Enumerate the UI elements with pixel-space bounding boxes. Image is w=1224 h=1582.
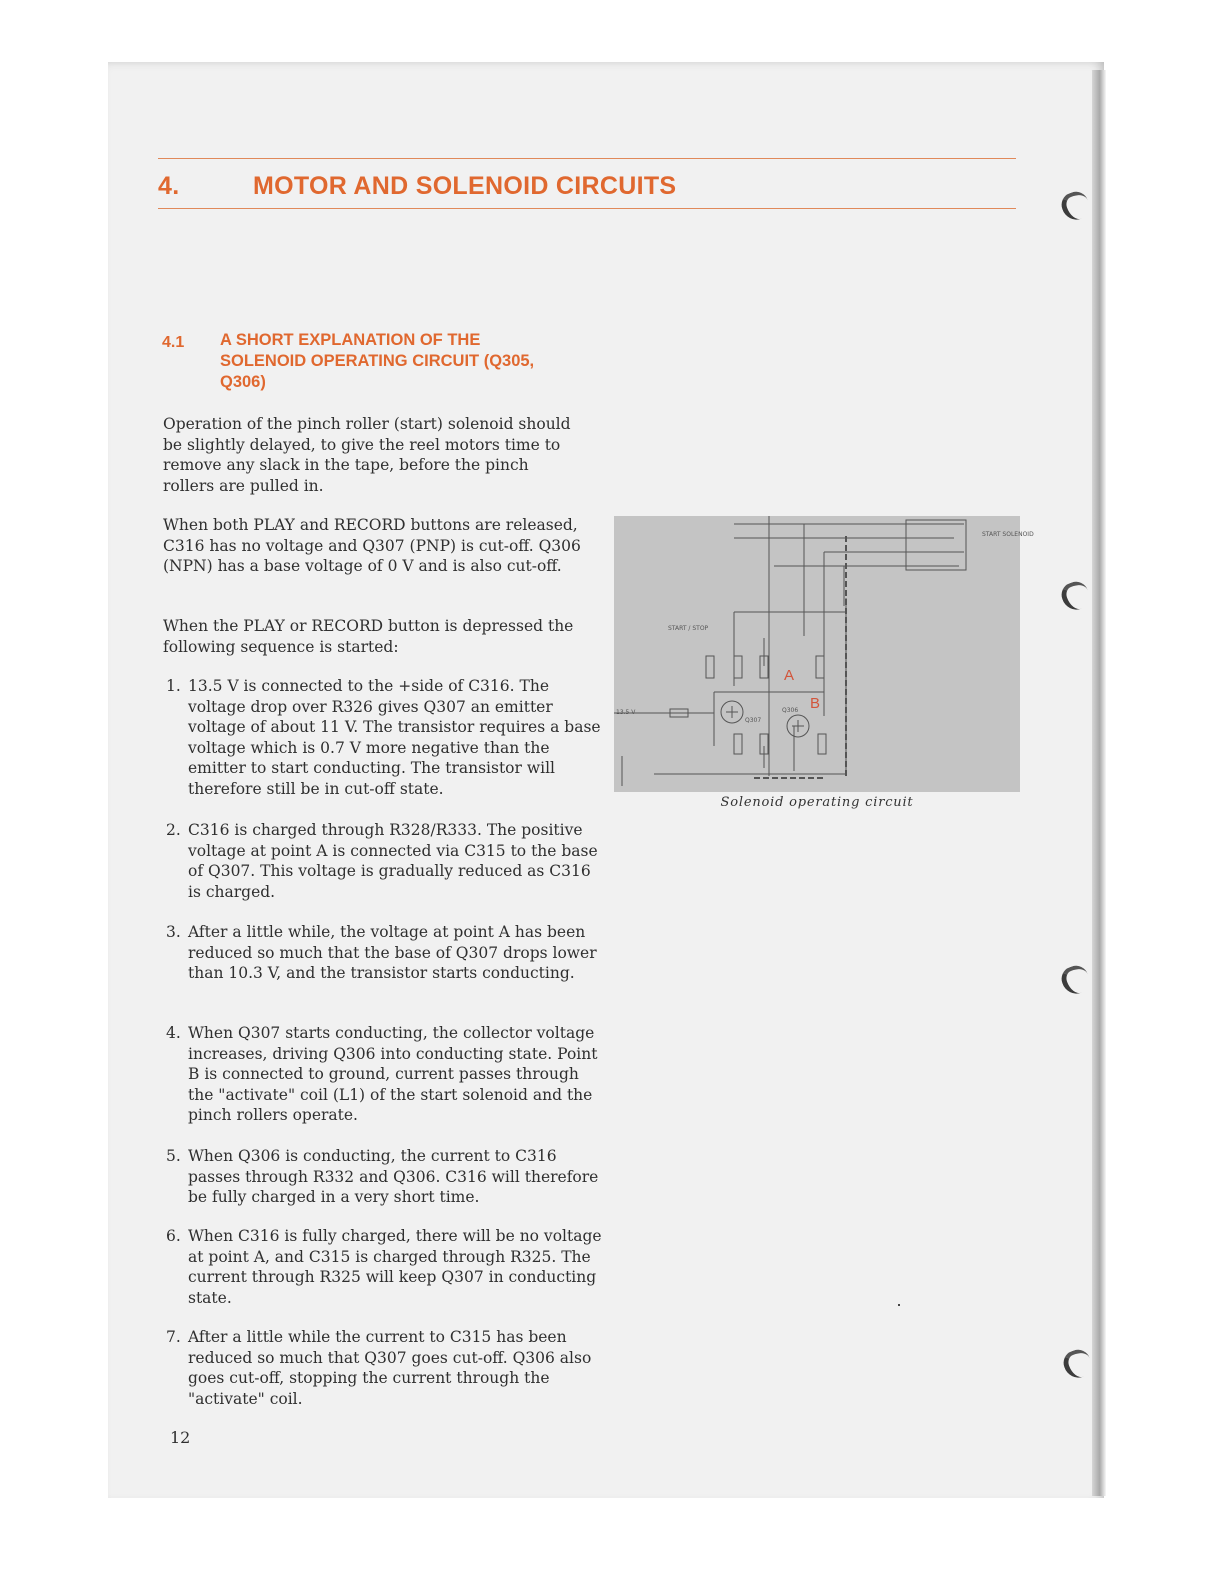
solenoid-circuit-figure <box>614 516 1034 792</box>
step-number: 7. <box>166 1328 181 1346</box>
header-rule-bottom <box>158 208 1016 209</box>
supply-label: 13.5 V <box>616 709 636 716</box>
figure-caption: Solenoid operating circuit <box>720 795 914 810</box>
step-text: C316 is charged through R328/R333. The positive voltage at point A is connected via C315 to the base of Q307. This voltage is gradually reduced as C316 is charged. <box>188 821 598 901</box>
step-item <box>166 820 608 902</box>
page-number: 12 <box>170 1428 191 1447</box>
step-number: 6. <box>166 1227 181 1245</box>
start-stop-label: START / STOP <box>668 625 709 632</box>
point-b-label: B <box>810 695 821 712</box>
step-number: 5. <box>166 1147 181 1165</box>
speck <box>898 1304 900 1306</box>
step-item <box>166 676 608 799</box>
step-item <box>166 1327 608 1409</box>
header-rule-top <box>158 158 1016 159</box>
step-item <box>166 922 608 984</box>
step-number: 2. <box>166 821 181 839</box>
intro-paragraph: Operation of the pinch roller (start) solenoid should be slightly delayed, to give the reel motors time to remove any slack in the tape, before the pinch rollers are pulled in. <box>163 415 571 495</box>
step-number: 3. <box>166 923 181 941</box>
chapter-title: MOTOR AND SOLENOID CIRCUITS <box>253 172 677 200</box>
section-number: 4.1 <box>162 334 185 351</box>
step-number: 4. <box>166 1024 181 1042</box>
step-text: When Q306 is conducting, the current to C316 passes through R332 and Q306. C316 will therefore be fully charged in a very short time. <box>188 1147 599 1206</box>
point-a-label: A <box>784 667 795 684</box>
step-item <box>166 1146 608 1208</box>
q306-label: Q306 <box>782 707 799 714</box>
depressed-paragraph: When the PLAY or RECORD button is depressed the following sequence is started: <box>163 617 574 656</box>
released-paragraph: When both PLAY and RECORD buttons are released, C316 has no voltage and Q307 (PNP) is cut-off. Q306 (NPN) has a base voltage of 0 V and is also cut-off. <box>163 516 581 575</box>
step-text: When Q307 starts conducting, the collector voltage increases, driving Q306 into conducting state. Point B is connected to ground, current passes through the "activate" coil (L1) of the start solenoid and the pinch rollers operate. <box>188 1024 598 1124</box>
step-text: When C316 is fully charged, there will be no voltage at point A, and C315 is charged through R325. The current through R325 will keep Q307 in conducting state. <box>188 1227 602 1307</box>
step-number: 1. <box>166 677 181 695</box>
start-solenoid-label: START SOLENOID <box>982 531 1034 538</box>
step-item <box>166 1226 608 1308</box>
step-text: After a little while, the voltage at point A has been reduced so much that the base of Q307 drops lower than 10.3 V, and the transistor starts conducting. <box>188 923 597 982</box>
chapter-number: 4. <box>158 172 180 200</box>
q307-label: Q307 <box>745 717 762 724</box>
page-edge <box>1092 70 1106 1496</box>
step-item <box>166 1023 608 1126</box>
circuit-diagram <box>614 516 1034 792</box>
step-text: 13.5 V is connected to the +side of C316. The voltage drop over R326 gives Q307 an emitter voltage of about 11 V. The transistor requires a base voltage which is 0.7 V more negative than the emitter to start conducting. The transistor will therefore still be in cut-off state. <box>188 677 601 798</box>
step-text: After a little while the current to C315 has been reduced so much that Q307 goes cut-off. Q306 also goes cut-off, stopping the current through the "activate" coil. <box>188 1328 592 1408</box>
section-title: A SHORT EXPLANATION OF THE SOLENOID OPERATING CIRCUIT (Q305, Q306) <box>220 331 535 391</box>
